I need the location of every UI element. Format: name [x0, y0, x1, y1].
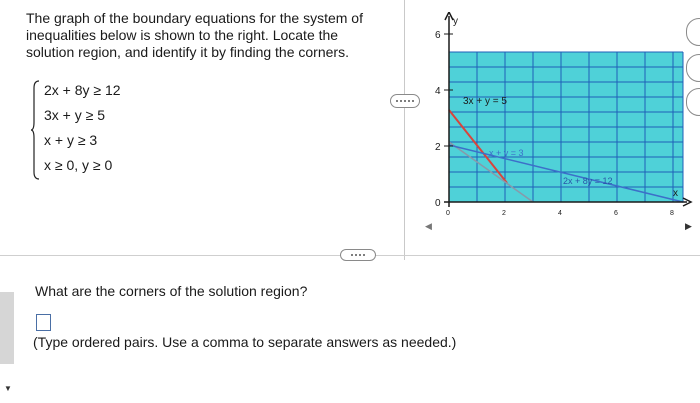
scroll-left-icon[interactable]: ◀ [425, 221, 432, 231]
line-label-x-y-3: x + y = 3 [489, 148, 524, 158]
caret-down-icon[interactable]: ▼ [4, 384, 12, 393]
answer-input[interactable] [36, 314, 51, 331]
x-tick-label: 8 [670, 210, 674, 217]
scroll-right-icon[interactable]: ▶ [685, 221, 692, 231]
y-axis-label: y [453, 16, 458, 27]
answer-hint: (Type ordered pairs. Use a comma to separate answers as needed.) [33, 334, 457, 350]
y-tick-label: 0 [435, 198, 441, 209]
question-text: What are the corners of the solution region? [35, 283, 308, 299]
y-tick-label: 2 [435, 142, 441, 153]
x-tick-label: 2 [502, 210, 506, 217]
side-accent-bar [0, 292, 14, 364]
y-tick-label: 4 [435, 86, 441, 97]
x-tick-label: 4 [558, 210, 562, 217]
x-tick-label: 6 [614, 210, 618, 217]
y-tick-label: 6 [435, 30, 441, 41]
line-label-3x-y-5: 3x + y = 5 [463, 96, 507, 107]
brace-icon [30, 80, 40, 180]
problem-prompt: The graph of the boundary equations for the system of inequalities below is shown to the right. Locate the solution region, and identify it by finding the corners. [26, 10, 363, 60]
inequality-4: x ≥ 0, y ≥ 0 [44, 157, 113, 173]
inequality-system [30, 80, 150, 180]
x-axis-label: x [673, 188, 678, 199]
more-options-icon[interactable] [340, 249, 376, 261]
x-tick-label: 0 [446, 210, 450, 217]
panel-divider [404, 0, 405, 260]
boundary-graph [415, 12, 695, 237]
inequality-3: x + y ≥ 3 [44, 132, 98, 148]
inequality-2: 3x + y ≥ 5 [44, 107, 105, 123]
inequality-1: 2x + 8y ≥ 12 [44, 82, 121, 98]
line-label-2x-8y-12: 2x + 8y = 12 [563, 176, 613, 186]
